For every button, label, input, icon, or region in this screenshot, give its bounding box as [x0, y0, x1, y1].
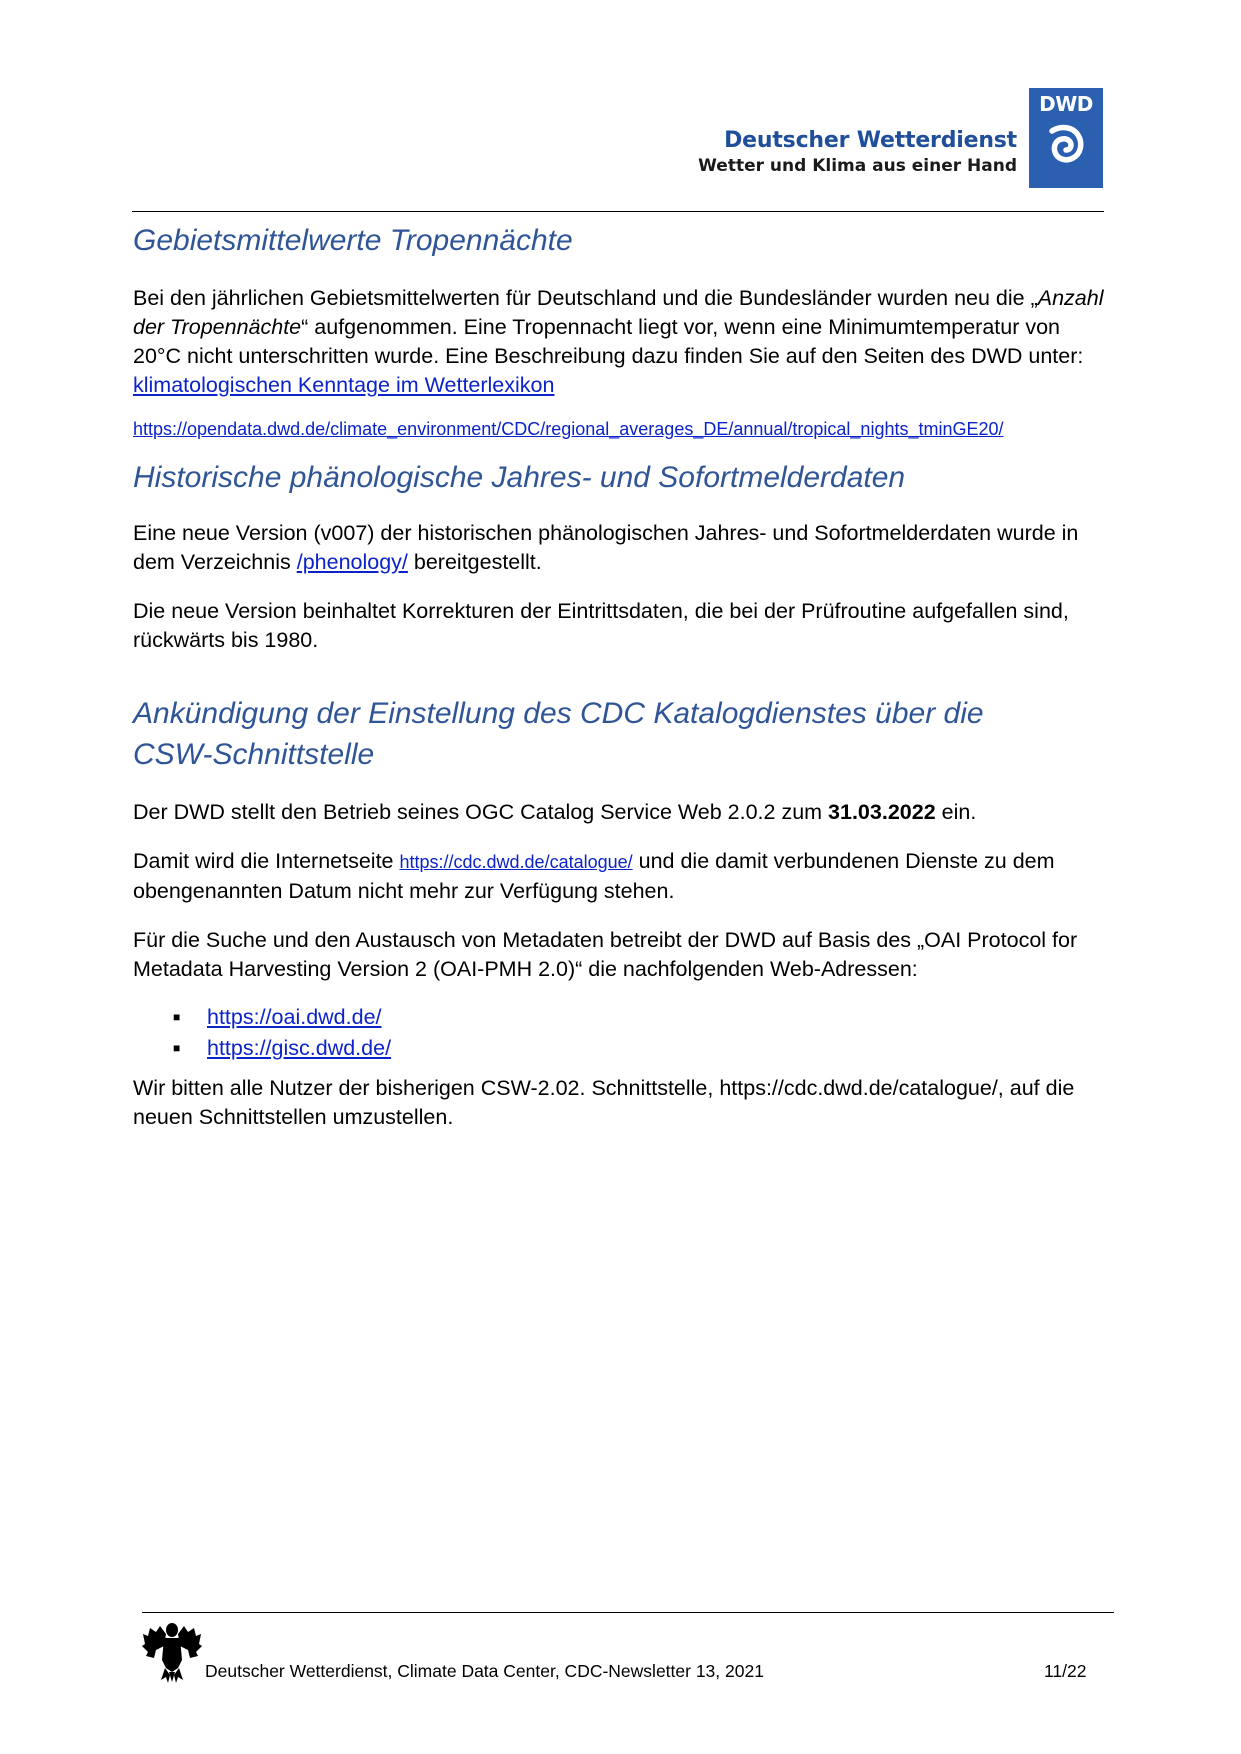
federal-eagle-icon	[142, 1620, 202, 1684]
bullet-list-web-adressen	[133, 1002, 1105, 1064]
link-phenology[interactable]: /phenology/	[296, 550, 408, 574]
list-item	[133, 1002, 1105, 1033]
section-heading-csw: Ankündigung der Einstellung des CDC Katalogdienstes über die CSW-Schnittstelle	[133, 697, 984, 771]
footer-text: Deutscher Wetterdienst, Climate Data Center, CDC-Newsletter 13, 2021	[205, 1661, 764, 1681]
link-gisc-dwd[interactable]: https://gisc.dwd.de/	[207, 1036, 392, 1060]
logo-box-label: DWD	[1039, 92, 1093, 116]
paragraph-tropennaechte: Bei den jährlichen Gebietsmittelwerten für Deutschland und die Bundesländer wurden neu die „Anzahl der Tropennächte“ aufgenommen. Eine Tropennacht liegt vor, wenn eine Minimumtemperatur von 20°C nicht unterschritten wurde. Eine Beschreibung dazu finden Sie auf den Seiten des DWD unter: klimatologischen Kenntage im Wetterlexikon	[133, 286, 1104, 397]
paragraph-phaenologie-version: Eine neue Version (v007) der historischen phänologischen Jahres- und Sofortmelderdaten wurde in dem Verzeichnis /phenology/ bereitgestellt.	[133, 521, 1079, 574]
link-oai-dwd[interactable]: https://oai.dwd.de/	[207, 1005, 382, 1029]
paragraph-csw-internetseite: Damit wird die Internetseite https://cdc.dwd.de/catalogue/ und die damit verbundenen Dienste zu dem obengenannten Datum nicht mehr zur Verfügung stehen.	[133, 849, 1055, 903]
paragraph-umstellung: Wir bitten alle Nutzer der bisherigen CSW-2.02. Schnittstelle, https://cdc.dwd.de/catalogue/, auf die neuen Schnittstellen umzustellen.	[133, 1076, 1075, 1129]
page-number: 11/22	[1044, 1661, 1087, 1681]
dwd-logo	[698, 88, 1103, 188]
paragraph-oai-pmh: Für die Suche und den Austausch von Metadaten betreibt der DWD auf Basis des „OAI Protocol for Metadata Harvesting Version 2 (OAI-PMH 2.0)“ die nachfolgenden Web-Adressen:	[133, 928, 1078, 981]
link-kenntage-wetterlexikon[interactable]: klimatologischen Kenntage im Wetterlexikon	[133, 373, 555, 397]
bullet-icon: ■	[173, 1010, 181, 1024]
bullet-icon: ■	[173, 1041, 181, 1055]
header-rule	[132, 211, 1104, 212]
footer-rule	[142, 1612, 1114, 1613]
section-heading-tropennaechte: Gebietsmittelwerte Tropennächte	[133, 224, 573, 257]
paragraph-phaenologie-korrekturen: Die neue Version beinhaltet Korrekturen der Eintrittsdaten, die bei der Prüfroutine aufgefallen sind, rückwärts bis 1980.	[133, 599, 1069, 652]
spiral-icon	[1039, 122, 1093, 178]
link-cdc-catalogue[interactable]: https://cdc.dwd.de/catalogue/	[399, 852, 633, 872]
main-content	[133, 214, 1105, 1132]
paragraph-csw-einstellung: Der DWD stellt den Betrieb seines OGC Catalog Service Web 2.0.2 zum 31.03.2022 ein.	[133, 800, 977, 824]
dwd-logo-box	[1029, 88, 1103, 188]
logo-name: Deutscher Wetterdienst	[724, 128, 1017, 153]
section-heading-phaenologie: Historische phänologische Jahres- und Sofortmelderdaten	[133, 461, 906, 494]
link-opendata-tropical-nights[interactable]: https://opendata.dwd.de/climate_environment/CDC/regional_averages_DE/annual/tropical_nights_tminGE20/	[133, 419, 1004, 439]
date-bold: 31.03.2022	[828, 800, 936, 824]
logo-tagline: Wetter und Klima aus einer Hand	[698, 156, 1017, 176]
list-item	[133, 1033, 1105, 1064]
